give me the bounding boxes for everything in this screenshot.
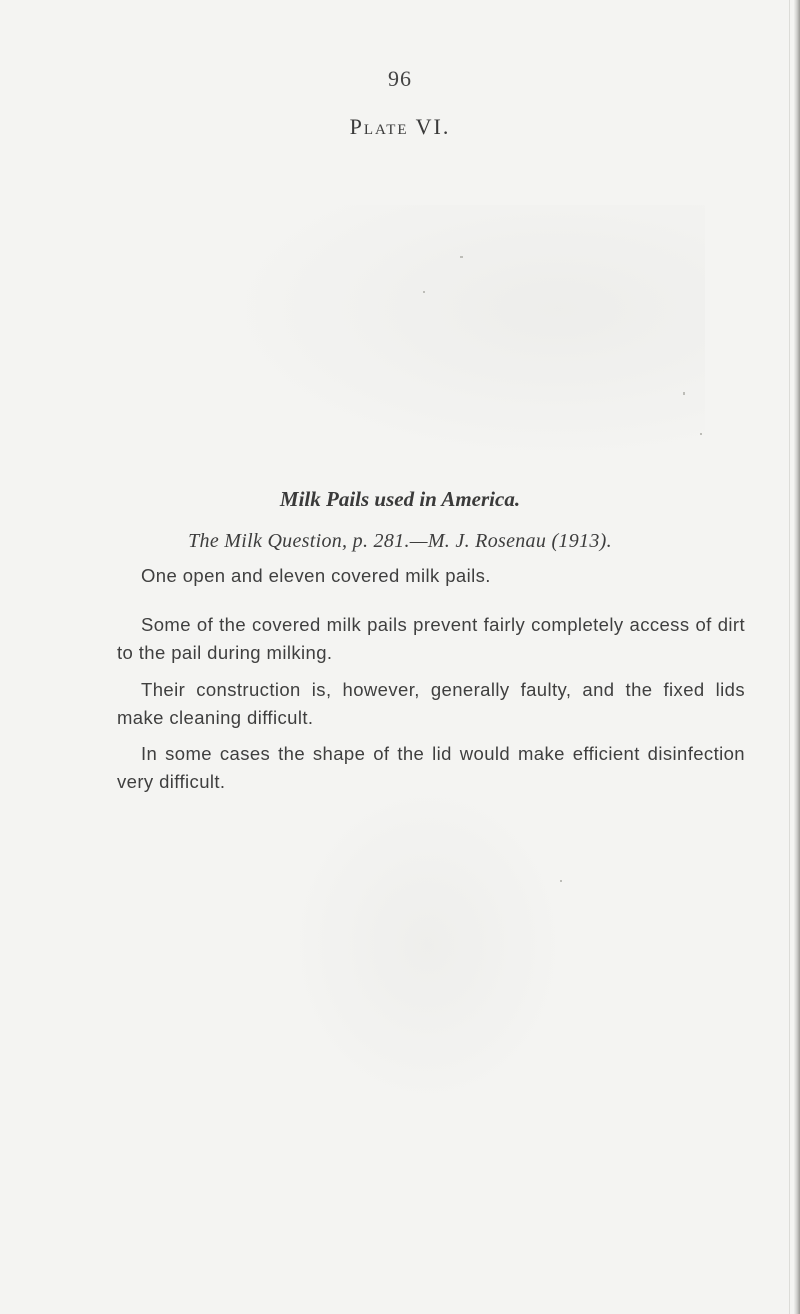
figure-source-citation: The Milk Question, p. 281.—M. J. Rosenau (1913).	[188, 530, 612, 552]
speck	[423, 291, 425, 293]
speck	[460, 256, 463, 258]
page-edge-line	[789, 0, 790, 1314]
speck	[683, 392, 685, 395]
paragraph: One open and eleven covered milk pails.	[141, 565, 491, 586]
faded-illustration-area	[215, 205, 705, 465]
plate-title: Plate VI.	[349, 114, 451, 139]
paragraph: Some of the covered milk pails prevent fairly completely access of dirt to the pail during milking.	[117, 614, 745, 663]
paragraph: In some cases the shape of the lid would make efficient disinfection very difficult.	[117, 743, 745, 792]
page-number: 96	[388, 66, 412, 91]
speck	[700, 433, 702, 435]
page-edge-shadow	[794, 0, 800, 1314]
paragraph: Their construction is, however, generally faulty, and the fixed lids make cleaning difficult.	[117, 679, 745, 728]
speck	[560, 880, 562, 882]
figure-caption-title: Milk Pails used in America.	[279, 487, 521, 511]
faded-bleedthrough-area	[285, 780, 570, 1110]
